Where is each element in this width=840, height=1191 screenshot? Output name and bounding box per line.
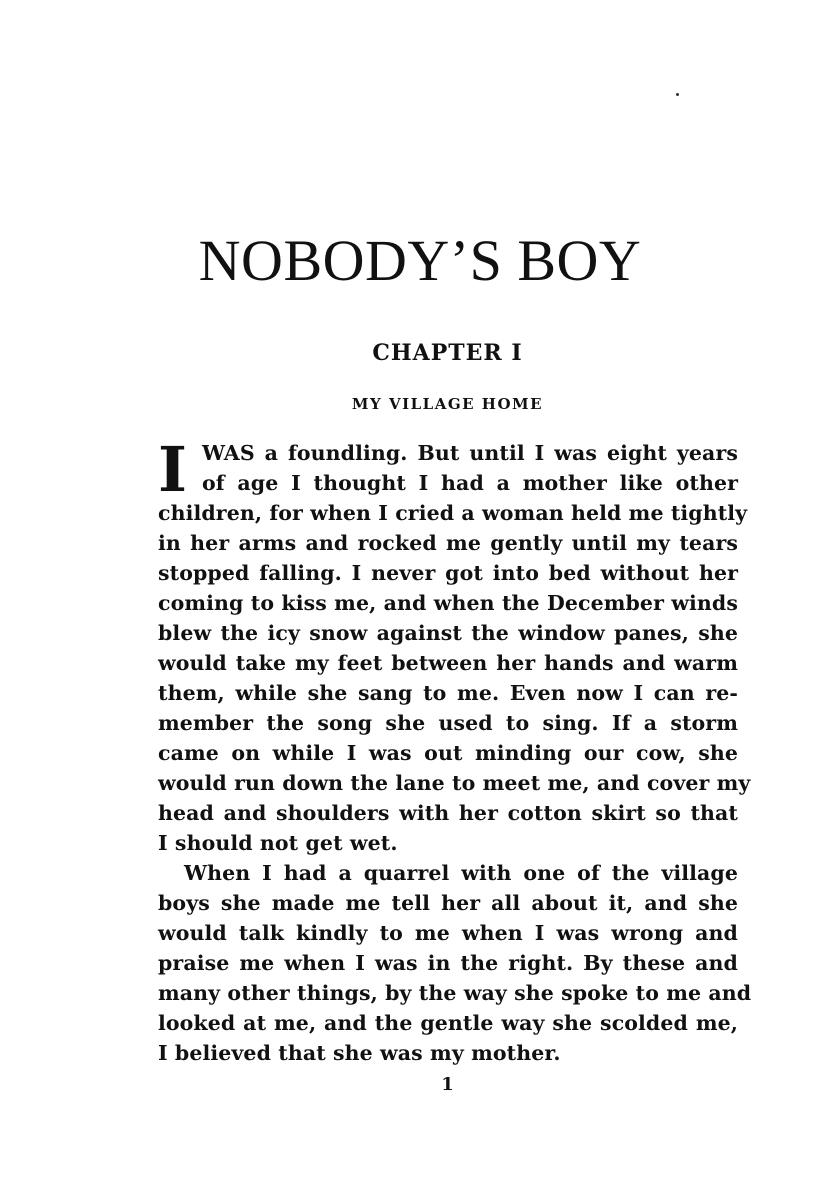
text-line: member the song she used to sing. If a storm — [158, 711, 738, 735]
text-line: many other things, by the way she spoke to me and — [158, 981, 752, 1005]
text-line: blew the icy snow against the window panes, she — [158, 621, 738, 645]
page-number: 1 — [441, 1074, 454, 1095]
text-line: children, for when I cried a woman held me tightly — [158, 501, 748, 525]
text-line: I believed that she was my mother. — [158, 1041, 561, 1065]
text-line: head and shoulders with her cotton skirt so that — [158, 801, 738, 825]
text-line: boys she made me tell her all about it, and she — [158, 891, 738, 915]
text-line: would take my feet between her hands and warm — [158, 651, 738, 675]
text-line: would talk kindly to me when I was wrong and — [158, 921, 738, 945]
text-line: praise me when I was in the right. By these and — [158, 951, 738, 975]
body-text — [158, 433, 752, 1068]
text-line: them, while she sang to me. Even now I can re- — [158, 681, 738, 705]
text-line: would run down the lane to meet me, and cover my — [158, 771, 751, 795]
chapter-number: CHAPTER I — [372, 340, 523, 366]
book-title: NOBODY’S BOY — [198, 228, 642, 293]
text-line: When I had a quarrel with one of the village — [184, 861, 738, 885]
drop-cap: I — [158, 433, 188, 506]
chapter-title: MY VILLAGE HOME — [351, 395, 544, 413]
print-speck — [676, 93, 679, 96]
text-line: I should not get wet. — [158, 831, 398, 855]
text-line: looked at me, and the gentle way she scolded me, — [158, 1011, 738, 1035]
text-line: in her arms and rocked me gently until my tears — [158, 531, 738, 555]
text-line: of age I thought I had a mother like other — [202, 471, 738, 495]
text-line: stopped falling. I never got into bed without her — [158, 561, 738, 585]
text-line: WAS a foundling. But until I was eight years — [202, 441, 738, 465]
text-line: coming to kiss me, and when the December winds — [158, 591, 738, 615]
text-line: came on while I was out minding our cow, she — [158, 741, 738, 765]
